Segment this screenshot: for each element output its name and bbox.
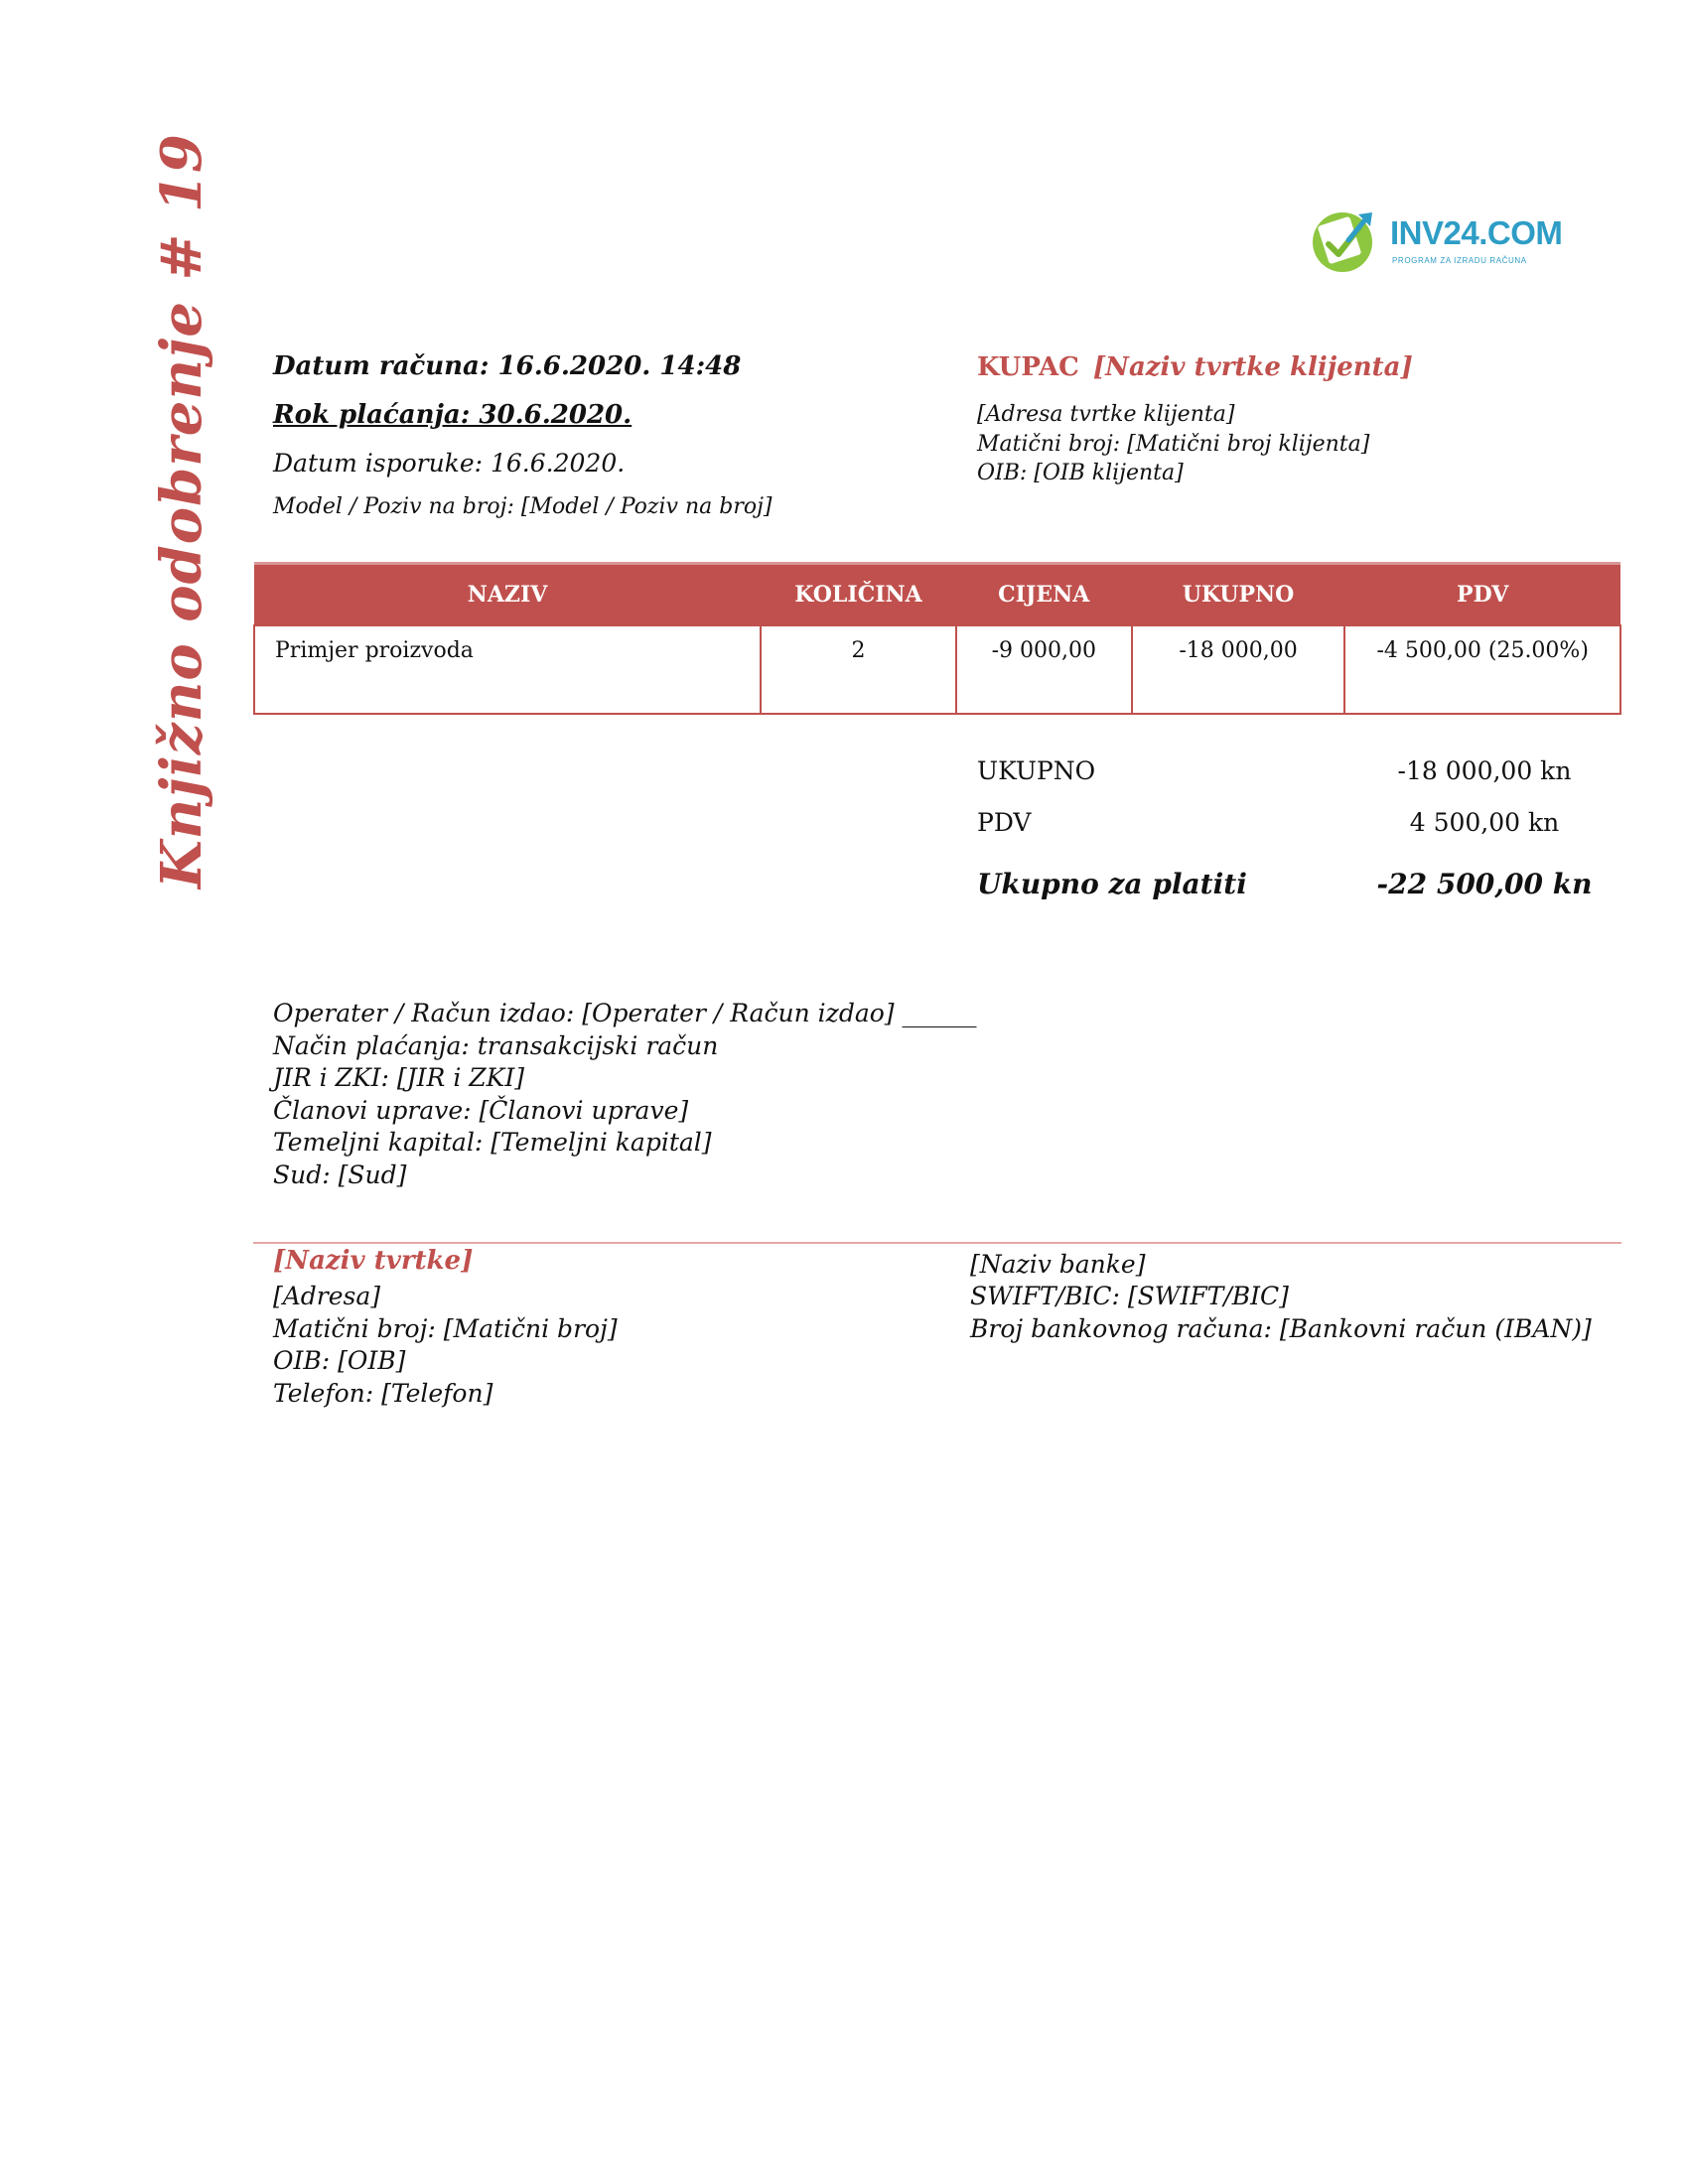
table-row xyxy=(254,625,1620,714)
operator-line: Operater / Račun izdao: [Operater / Račun izdao] ______ xyxy=(273,999,977,1027)
company-address: [Adresa] xyxy=(273,1282,381,1310)
share-capital: Temeljni kapital: [Temeljni kapital] xyxy=(273,1128,712,1157)
vat-value: 4 500,00 kn xyxy=(1409,808,1560,837)
subtotal-value: -18 000,00 kn xyxy=(1397,756,1572,785)
column-header-quantity: KOLIČINA xyxy=(761,564,956,626)
table-header-row xyxy=(254,564,1620,626)
vat-label: PDV xyxy=(977,808,1032,837)
bank-swift: SWIFT/BIC: [SWIFT/BIC] xyxy=(970,1282,1289,1310)
payment-method: Način plaćanja: transakcijski račun xyxy=(273,1031,719,1060)
invoice-date: Datum računa: 16.6.2020. 14:48 xyxy=(273,351,742,381)
court: Sud: [Sud] xyxy=(273,1160,407,1189)
item-quantity: 2 xyxy=(761,625,956,714)
subtotal-label: UKUPNO xyxy=(977,756,1096,785)
column-header-total: UKUPNO xyxy=(1132,564,1345,626)
column-header-price: CIJENA xyxy=(956,564,1132,626)
company-name: [Naziv tvrtke] xyxy=(273,1246,474,1276)
delivery-date: Datum isporuke: 16.6.2020. xyxy=(273,449,626,478)
buyer-name: [Naziv tvrtke klijenta] xyxy=(1092,352,1413,382)
company-phone: Telefon: [Telefon] xyxy=(273,1379,493,1408)
company-logo xyxy=(1309,205,1563,274)
item-total: -18 000,00 xyxy=(1132,625,1345,714)
bank-name: [Naziv banke] xyxy=(970,1250,1146,1279)
item-name: Primjer proizvoda xyxy=(254,625,761,714)
items-table xyxy=(253,562,1621,715)
bank-account: Broj bankovnog računa: [Bankovni račun (IBAN)] xyxy=(970,1314,1592,1343)
buyer-heading xyxy=(977,352,1413,382)
footer-divider xyxy=(253,1242,1621,1244)
document-title: Knjižno odobrenje # 19 xyxy=(149,133,214,888)
check-chart-icon xyxy=(1309,205,1384,274)
logo-wordmark: INV24.COM xyxy=(1390,214,1563,251)
item-price: -9 000,00 xyxy=(956,625,1132,714)
logo-subtitle: PROGRAM ZA IZRADU RAČUNA xyxy=(1392,256,1527,265)
column-header-vat: PDV xyxy=(1344,564,1620,626)
due-date: Rok plaćanja: 30.6.2020. xyxy=(273,400,633,430)
company-oib: OIB: [OIB] xyxy=(273,1346,406,1375)
buyer-reg-number: Matični broj: [Matični broj klijenta] xyxy=(977,432,1370,457)
grand-total-value: -22 500,00 kn xyxy=(1376,868,1593,900)
item-vat: -4 500,00 (25.00%) xyxy=(1344,625,1620,714)
grand-total-label: Ukupno za platiti xyxy=(977,868,1247,900)
company-reg-number: Matični broj: [Matični broj] xyxy=(273,1314,618,1343)
buyer-label: KUPAC xyxy=(977,352,1079,382)
buyer-address: [Adresa tvrtke klijenta] xyxy=(977,402,1235,427)
payment-model: Model / Poziv na broj: [Model / Poziv na broj] xyxy=(273,494,773,519)
buyer-oib: OIB: [OIB klijenta] xyxy=(977,461,1184,485)
board-members: Članovi uprave: [Članovi uprave] xyxy=(273,1096,689,1125)
jir-zki: JIR i ZKI: [JIR i ZKI] xyxy=(273,1063,524,1092)
column-header-name: NAZIV xyxy=(254,564,761,626)
